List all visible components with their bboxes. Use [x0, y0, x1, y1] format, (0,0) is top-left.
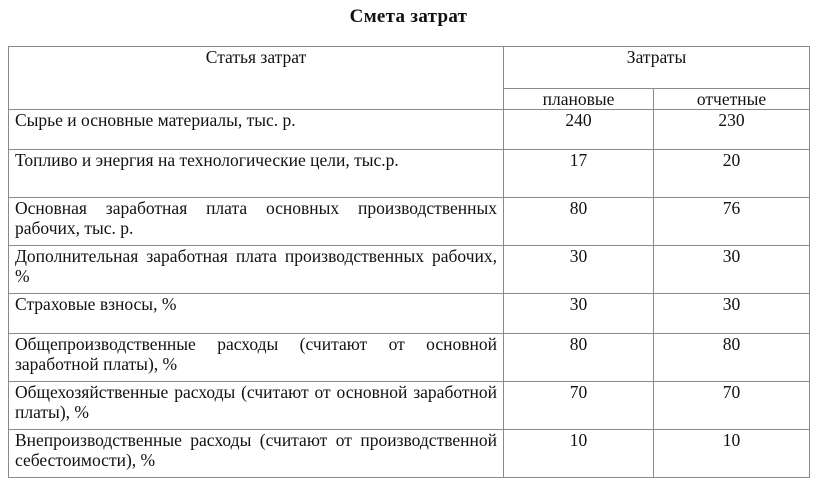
row-item: Основная заработная плата основных производственных рабочих, тыс. р.: [9, 198, 504, 246]
header-cost-item: Статья затрат: [9, 47, 504, 110]
row-actual: 70: [654, 381, 810, 429]
row-actual: 30: [654, 246, 810, 294]
row-planned: 10: [504, 429, 654, 477]
row-planned: 30: [504, 294, 654, 334]
header-costs: Затраты: [504, 47, 810, 89]
row-planned: 30: [504, 246, 654, 294]
row-planned: 70: [504, 381, 654, 429]
row-actual: 76: [654, 198, 810, 246]
row-actual: 10: [654, 429, 810, 477]
header-actual: отчетные: [654, 88, 810, 109]
row-actual: 30: [654, 294, 810, 334]
row-actual: 80: [654, 333, 810, 381]
table-row: [9, 429, 810, 477]
table-row: [9, 198, 810, 246]
table-header-row: [9, 47, 810, 89]
row-actual: 20: [654, 150, 810, 198]
cost-estimate-table: [8, 46, 810, 478]
row-planned: 240: [504, 110, 654, 150]
table-row: [9, 294, 810, 334]
table-row: [9, 381, 810, 429]
row-planned: 80: [504, 198, 654, 246]
row-planned: 80: [504, 333, 654, 381]
table-row: [9, 110, 810, 150]
row-item: Сырье и основные материалы, тыс. р.: [9, 110, 504, 150]
row-item: Общехозяйственные расходы (считают от основной заработной платы), %: [9, 381, 504, 429]
page-title: Смета затрат: [349, 6, 468, 27]
row-item: Внепроизводственные расходы (считают от производственной себестоимости), %: [9, 429, 504, 477]
row-item: Дополнительная заработная плата производственных рабочих, %: [9, 246, 504, 294]
row-item: Топливо и энергия на технологические цели, тыс.р.: [9, 150, 504, 198]
table-row: [9, 333, 810, 381]
row-actual: 230: [654, 110, 810, 150]
row-item: Страховые взносы, %: [9, 294, 504, 334]
table-row: [9, 246, 810, 294]
row-item: Общепроизводственные расходы (считают от основной заработной платы), %: [9, 333, 504, 381]
table-row: [9, 150, 810, 198]
header-planned: плановые: [504, 88, 654, 109]
row-planned: 17: [504, 150, 654, 198]
